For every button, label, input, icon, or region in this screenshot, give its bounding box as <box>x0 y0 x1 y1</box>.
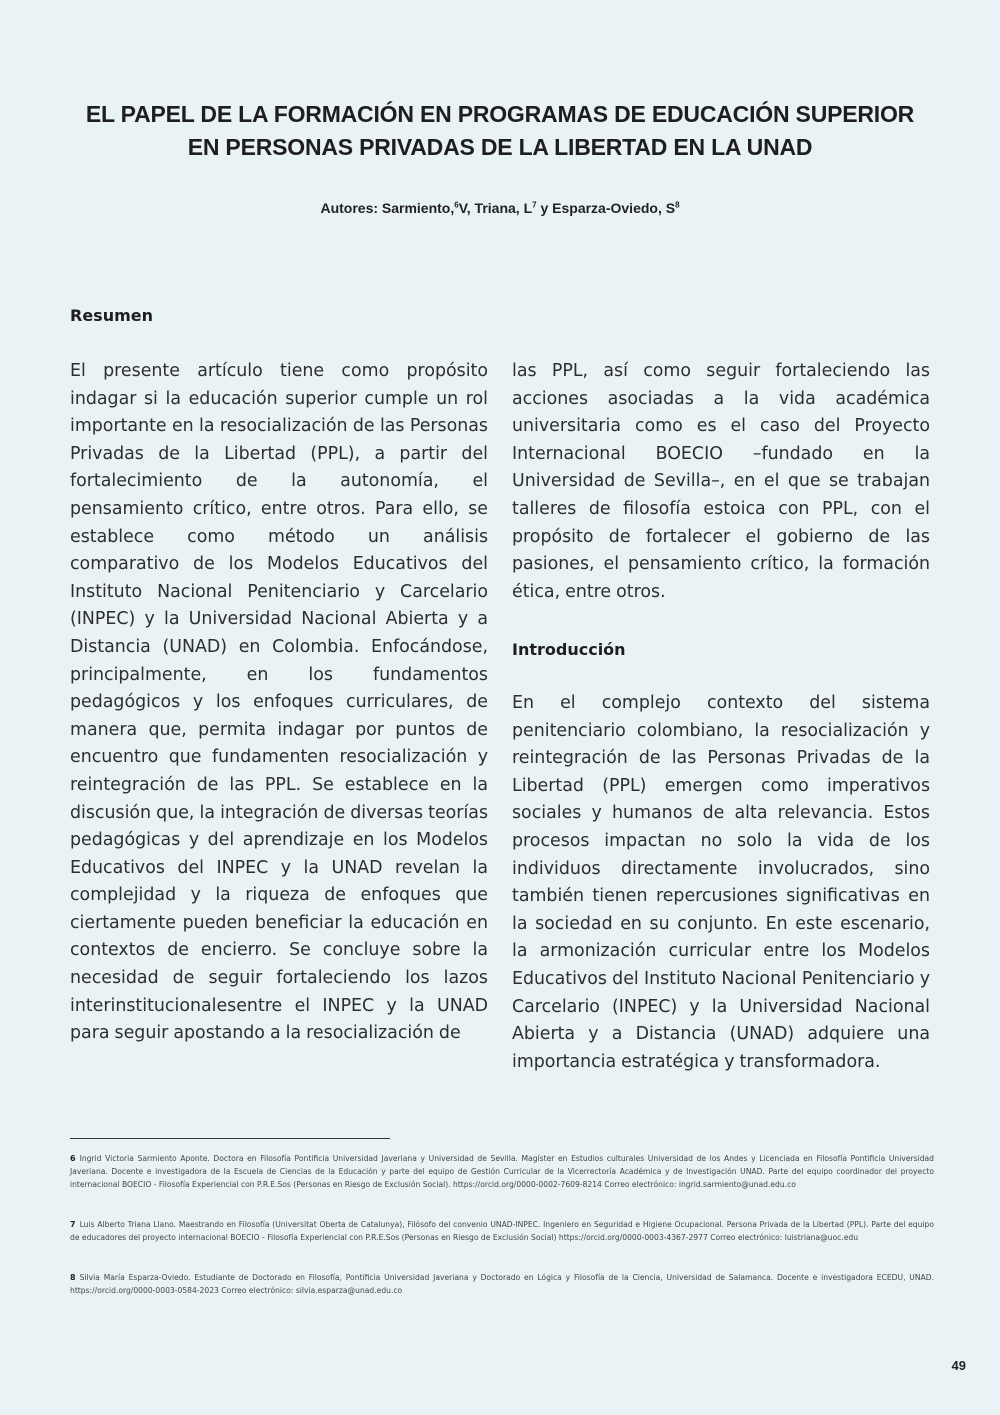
article-title-line-1: EL PAPEL DE LA FORMACIÓN EN PROGRAMAS DE EDUCACIÓN SUPERIOR <box>85 101 915 127</box>
footnote-ref-8[interactable]: 8 <box>675 200 680 210</box>
resumen-paragraph-part-2: las PPL, así como seguir fortaleciendo las acciones asociadas a la vida académica universitaria como es el caso del Proyecto Internacional BOECIO –fundado en la Universidad de Sevilla–, en el que se trabajan talleres de filosofía estoica con PPL, con el propósito de fortalecer el gobierno de las pasiones, el pensamiento crítico, la formación ética, entre otros. <box>512 361 930 602</box>
article-title <box>60 98 940 164</box>
authors-line <box>0 200 1000 216</box>
introduccion-heading: Introducción <box>512 640 626 659</box>
footnote-text: Ingrid Victoria Sarmiento Aponte. Doctora en Filosofía Pontificia Universidad Javeriana y Universidad de Sevilla. Magíster en Estudios culturales Universidad de los Andes y Licenciada en Filosofía Pontificia Universidad Javeriana. Docente e investigadora de la Escuela de Ciencias de la Educación y parte del equipo de Gestión Curricular de la Vicerrectoría Académica y de Investigación UNAD. Parte del equipo coordinador del proyecto internacional BOECIO - Filosofía Experiencial con P.R.E.Sos (Personas en Riesgo de Exclusión Social). https://orcid.org/0000-0002-7609-8214 Correo electrónico: ingrid.sarmiento@unad.edu.co <box>70 1154 934 1189</box>
right-column <box>512 358 930 606</box>
introduccion-paragraph: En el complejo contexto del sistema penitenciario colombiano, la resocialización y reintegración de las Personas Privadas de la Libertad (PPL) emergen como imperativos sociales y humanos de alta relevancia. Estos procesos impactan no solo la vida de los individuos directamente involucrados, sino también tienen repercusiones significativas en la sociedad en su conjunto. En este escenario, la armonización curricular entre los Modelos Educativos del Instituto Nacional Penitenciario y Carcelario (INPEC) y la Universidad Nacional Abierta y a Distancia (UNAD) adquiere una importancia estratégica y transformadora. <box>512 693 930 1072</box>
introduccion-column <box>512 690 930 1076</box>
footnote-7 <box>70 1218 934 1244</box>
footnote-ref-6[interactable]: 6 <box>454 200 459 210</box>
page-number: 49 <box>951 1358 966 1373</box>
authors-part-3: y Esparza-Oviedo, S <box>536 200 676 216</box>
footnote-text: Luis Alberto Triana Llano. Maestrando en Filosofía (Universitat Oberta de Catalunya), Filósofo del convenio UNAD-INPEC. Ingeniero en Seguridad e Higiene Ocupacional. Persona Privada de la Libertad (PPL). Parte del equipo de educadores del proyecto internacional BOECIO - Filosofía Experiencial con P.R.E.Sos (Personas en Riesgo de Exclusión Social) https://orcid.org/0000-0003-4367-2977 Correo electrónico: luistriana@uoc.edu <box>70 1220 934 1242</box>
resumen-column-left <box>70 358 488 1048</box>
authors-prefix: Autores: Sarmiento, <box>320 200 455 216</box>
footnote-ref-7[interactable]: 7 <box>532 200 537 210</box>
footnote-number: 7 <box>70 1220 76 1229</box>
footnote-separator <box>70 1138 390 1139</box>
footnote-6 <box>70 1152 934 1191</box>
footnote-8 <box>70 1271 934 1297</box>
footnote-text: Silvia María Esparza-Oviedo. Estudiante de Doctorado en Filosofía, Pontificia Universidad Javeriana y Doctorado en Lógica y Filosofía de la Ciencia, Universidad de Salamanca. Docente e investigadora ECEDU, UNAD. https://orcid.org/0000-0003-0584-2023 Correo electrónico: silvia.esparza@unad.edu.co <box>70 1273 934 1295</box>
resumen-heading: Resumen <box>70 306 153 325</box>
article-title-line-2: EN PERSONAS PRIVADAS DE LA LIBERTAD EN LA UNAD <box>187 134 813 160</box>
footnote-number: 6 <box>70 1154 76 1163</box>
footnote-number: 8 <box>70 1273 76 1282</box>
resumen-paragraph-part-1: El presente artículo tiene como propósito indagar si la educación superior cumple un rol importante en la resocialización de las Personas Privadas de la Libertad (PPL), a partir del fortalecimiento de la autonomía, el pensamiento crítico, entre otros. Para ello, se establece como método un análisis comparativo de los Modelos Educativos del Instituto Nacional Penitenciario y Carcelario (INPEC) y la Universidad Nacional Abierta y a Distancia (UNAD) en Colombia. Enfocándose, principalmente, en los fundamentos pedagógicos y los enfoques curriculares, de manera que, permita indagar por puntos de encuentro que fundamenten resocialización y reintegración de las PPL. Se establece en la discusión que, la integración de diversas teorías pedagógicas y del aprendizaje en los Modelos Educativos del INPEC y la UNAD revelan la complejidad y la riqueza de enfoques que ciertamente pueden beneficiar la educación en contextos de encierro. Se concluye sobre la necesidad de seguir fortaleciendo los lazos interinstitucionalesentre el INPEC y la UNAD para seguir apostando a la resocialización de <box>70 361 488 1044</box>
authors-part-2: V, Triana, L <box>458 200 533 216</box>
